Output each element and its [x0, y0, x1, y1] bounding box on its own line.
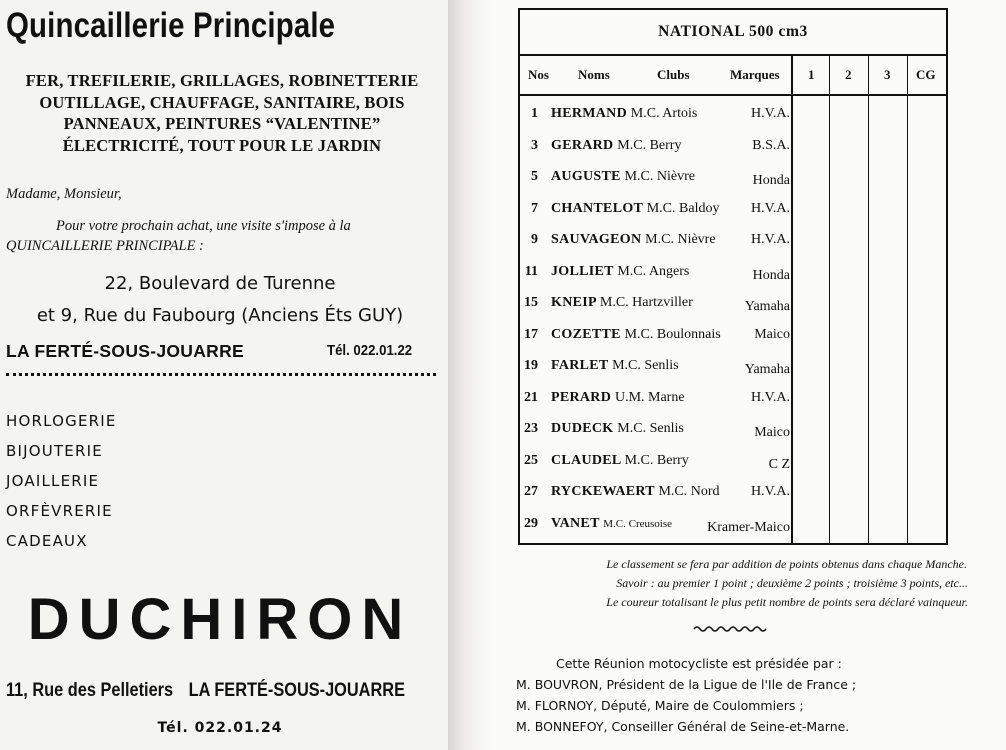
rider-name: AUGUSTE	[551, 169, 621, 184]
wavy-divider	[692, 624, 772, 634]
rider-name: KNEIP	[551, 295, 597, 310]
row-rider	[551, 232, 716, 248]
dignitary: M. BONNEFOY, Conseiller Général de Seine-et-Marne.	[516, 719, 850, 734]
table-row	[520, 390, 796, 422]
rider-club: M.C. Baldoy	[646, 200, 720, 216]
dotted-divider	[6, 373, 436, 376]
rider-club: M.C. Hartzviller	[599, 295, 693, 310]
left-page	[0, 0, 448, 750]
presided-intro: Cette Réunion motocycliste est présidée par :	[556, 656, 842, 671]
column-divider	[868, 54, 869, 543]
row-brand: H.V.A.	[750, 232, 790, 247]
quincaillerie-products	[4, 70, 440, 156]
product-line: FER, TREFILERIE, GRILLAGES, ROBINETTERIE	[25, 71, 419, 90]
row-rider	[551, 390, 685, 406]
table-row	[520, 232, 796, 264]
rider-club: M.C. Berry	[624, 452, 689, 468]
race-entry-table	[518, 8, 948, 545]
row-rider	[551, 295, 693, 311]
duchiron-name: DUCHIRON	[27, 587, 413, 652]
row-number: 3	[531, 137, 538, 153]
row-number: 1	[531, 106, 538, 121]
duchiron-city: LA FERTÉ-SOUS-JOUARRE	[188, 680, 405, 701]
invitation	[6, 216, 434, 256]
row-number: 11	[524, 263, 538, 279]
rule-line: Savoir : au premier 1 point ; deuxième 2 points ; troisième 3 points, etc...	[616, 576, 968, 590]
header-noms: Noms	[578, 67, 610, 82]
row-brand: H.V.A.	[750, 389, 790, 405]
rider-name: JOLLIET	[551, 263, 614, 279]
invitation-line: QUINCAILLERIE PRINCIPALE :	[6, 238, 204, 254]
row-number: 5	[531, 169, 538, 184]
row-rider	[551, 358, 679, 374]
row-brand: H.V.A.	[750, 106, 790, 121]
table-row	[520, 327, 796, 359]
dignitary: M. BOUVRON, Président de la Ligue de l'Ile de France ;	[516, 677, 857, 692]
greeting: Madame, Monsieur,	[6, 186, 122, 202]
row-brand: B.S.A.	[752, 137, 790, 153]
row-brand: Honda	[752, 267, 790, 283]
row-rider	[551, 106, 697, 122]
header-manche-1: 1	[808, 67, 815, 82]
scoring-rules	[498, 555, 968, 612]
row-brand: Maico	[754, 326, 790, 342]
book-gutter	[448, 0, 494, 750]
row-number: 9	[531, 232, 538, 247]
row-brand: Yamaha	[744, 299, 790, 314]
column-divider	[907, 54, 908, 543]
table-row	[520, 516, 796, 548]
table-row	[520, 106, 796, 138]
rider-club: M.C. Creusoise	[603, 517, 673, 530]
duchiron-street: 11, Rue des Pelletiers	[6, 680, 174, 701]
header-cg: CG	[916, 67, 936, 82]
rider-club: M.C. Nièvre	[624, 169, 695, 184]
header-manche-2: 2	[845, 67, 852, 82]
dignitary: M. FLORNOY, Député, Maire de Coulommiers ;	[516, 698, 804, 713]
row-rider	[551, 169, 695, 185]
rider-club: U.M. Marne	[614, 389, 685, 405]
rider-club: M.C. Berry	[617, 137, 682, 153]
row-rider	[551, 484, 720, 500]
header-manche-3: 3	[884, 67, 891, 82]
row-rider	[551, 327, 721, 343]
rider-club: M.C. Senlis	[617, 421, 684, 436]
jewelry-item: CADEAUX	[6, 532, 88, 550]
header-marques: Marques	[730, 67, 780, 82]
duchiron-address	[6, 680, 405, 702]
table-row	[520, 453, 796, 485]
rider-name: FARLET	[551, 358, 609, 373]
row-brand: H.V.A.	[750, 200, 790, 216]
row-number: 15	[524, 295, 538, 310]
jewelry-item: JOAILLERIE	[6, 472, 100, 490]
row-number: 21	[524, 389, 538, 405]
quincaillerie-address-2: et 9, Rue du Faubourg (Anciens Éts GUY)	[36, 305, 404, 326]
product-line: ÉLECTRICITÉ, TOUT POUR LE JARDIN	[62, 135, 382, 155]
row-rider	[551, 264, 689, 280]
rule-line: Le coureur totalisant le plus petit nombre de points sera déclaré vainqueur.	[606, 595, 968, 609]
table-row	[520, 264, 796, 296]
right-page	[494, 0, 1006, 750]
rider-name: RYCKEWAERT	[551, 484, 655, 499]
rider-name: COZETTE	[551, 326, 621, 342]
row-number: 7	[531, 200, 538, 216]
product-line: OUTILLAGE, CHAUFFAGE, SANITAIRE, BOIS	[39, 92, 405, 112]
rider-name: CLAUDEL	[551, 452, 621, 468]
row-rider	[551, 138, 681, 154]
row-rider	[551, 453, 689, 469]
row-number: 23	[524, 421, 538, 436]
row-rider	[551, 201, 719, 217]
rider-name: CHANTELOT	[551, 200, 643, 216]
table-row	[520, 358, 796, 390]
row-number: 29	[524, 515, 538, 531]
header-nos: Nos	[528, 67, 549, 82]
table-row	[520, 295, 796, 327]
row-brand: Honda	[752, 173, 790, 188]
rider-name: HERMAND	[551, 106, 627, 121]
rider-name: DUDECK	[551, 421, 614, 436]
row-brand: Maico	[754, 425, 790, 440]
jewelry-list	[6, 406, 117, 556]
row-number: 27	[524, 484, 538, 499]
table-row	[520, 169, 796, 201]
jewelry-item: HORLOGERIE	[6, 412, 117, 430]
duchiron-tel: Tél. 022.01.24	[157, 720, 283, 736]
table-row	[520, 138, 796, 170]
invitation-line: Pour votre prochain achat, une visite s'impose à la	[56, 218, 351, 234]
row-number: 17	[524, 326, 538, 342]
row-brand: Kramer-Maico	[707, 519, 790, 535]
table-row	[520, 484, 796, 516]
column-divider	[829, 54, 830, 543]
rule-line: Le classement se fera par addition de points obtenus dans chaque Manche.	[606, 557, 967, 571]
rider-name: SAUVAGEON	[551, 232, 642, 247]
table-title: NATIONAL 500 cm3	[520, 10, 946, 56]
quincaillerie-city: LA FERTÉ-SOUS-JOUARRE	[6, 341, 245, 361]
rider-name: GERARD	[551, 137, 614, 153]
header-clubs: Clubs	[657, 67, 690, 82]
table-row	[520, 201, 796, 233]
rider-name: VANET	[551, 515, 600, 531]
row-brand: Yamaha	[744, 362, 790, 377]
table-header	[520, 54, 946, 96]
row-brand: C Z	[768, 456, 790, 472]
row-number: 25	[524, 452, 538, 468]
rider-club: M.C. Angers	[617, 263, 690, 279]
rider-club: M.C. Senlis	[612, 358, 679, 373]
row-rider	[551, 421, 684, 437]
rider-name: PERARD	[551, 389, 612, 405]
quincaillerie-title: Quincaillerie Principale	[6, 6, 336, 45]
rider-club: M.C. Artois	[630, 106, 698, 121]
quincaillerie-tel: Tél. 022.01.22	[327, 342, 413, 359]
row-number: 19	[524, 358, 538, 373]
rider-club: M.C. Nord	[658, 484, 720, 499]
rider-club: M.C. Nièvre	[645, 232, 716, 247]
row-rider	[551, 516, 672, 532]
presided-by	[494, 653, 1006, 737]
row-brand: H.V.A.	[750, 484, 790, 499]
quincaillerie-address-1: 22, Boulevard de Turenne	[104, 273, 336, 294]
table-row	[520, 421, 796, 453]
product-line: PANNEAUX, PEINTURES “VALENTINE”	[63, 114, 381, 133]
jewelry-item: ORFÈVRERIE	[6, 502, 113, 520]
jewelry-item: BIJOUTERIE	[6, 442, 103, 460]
rider-club: M.C. Boulonnais	[624, 326, 721, 342]
